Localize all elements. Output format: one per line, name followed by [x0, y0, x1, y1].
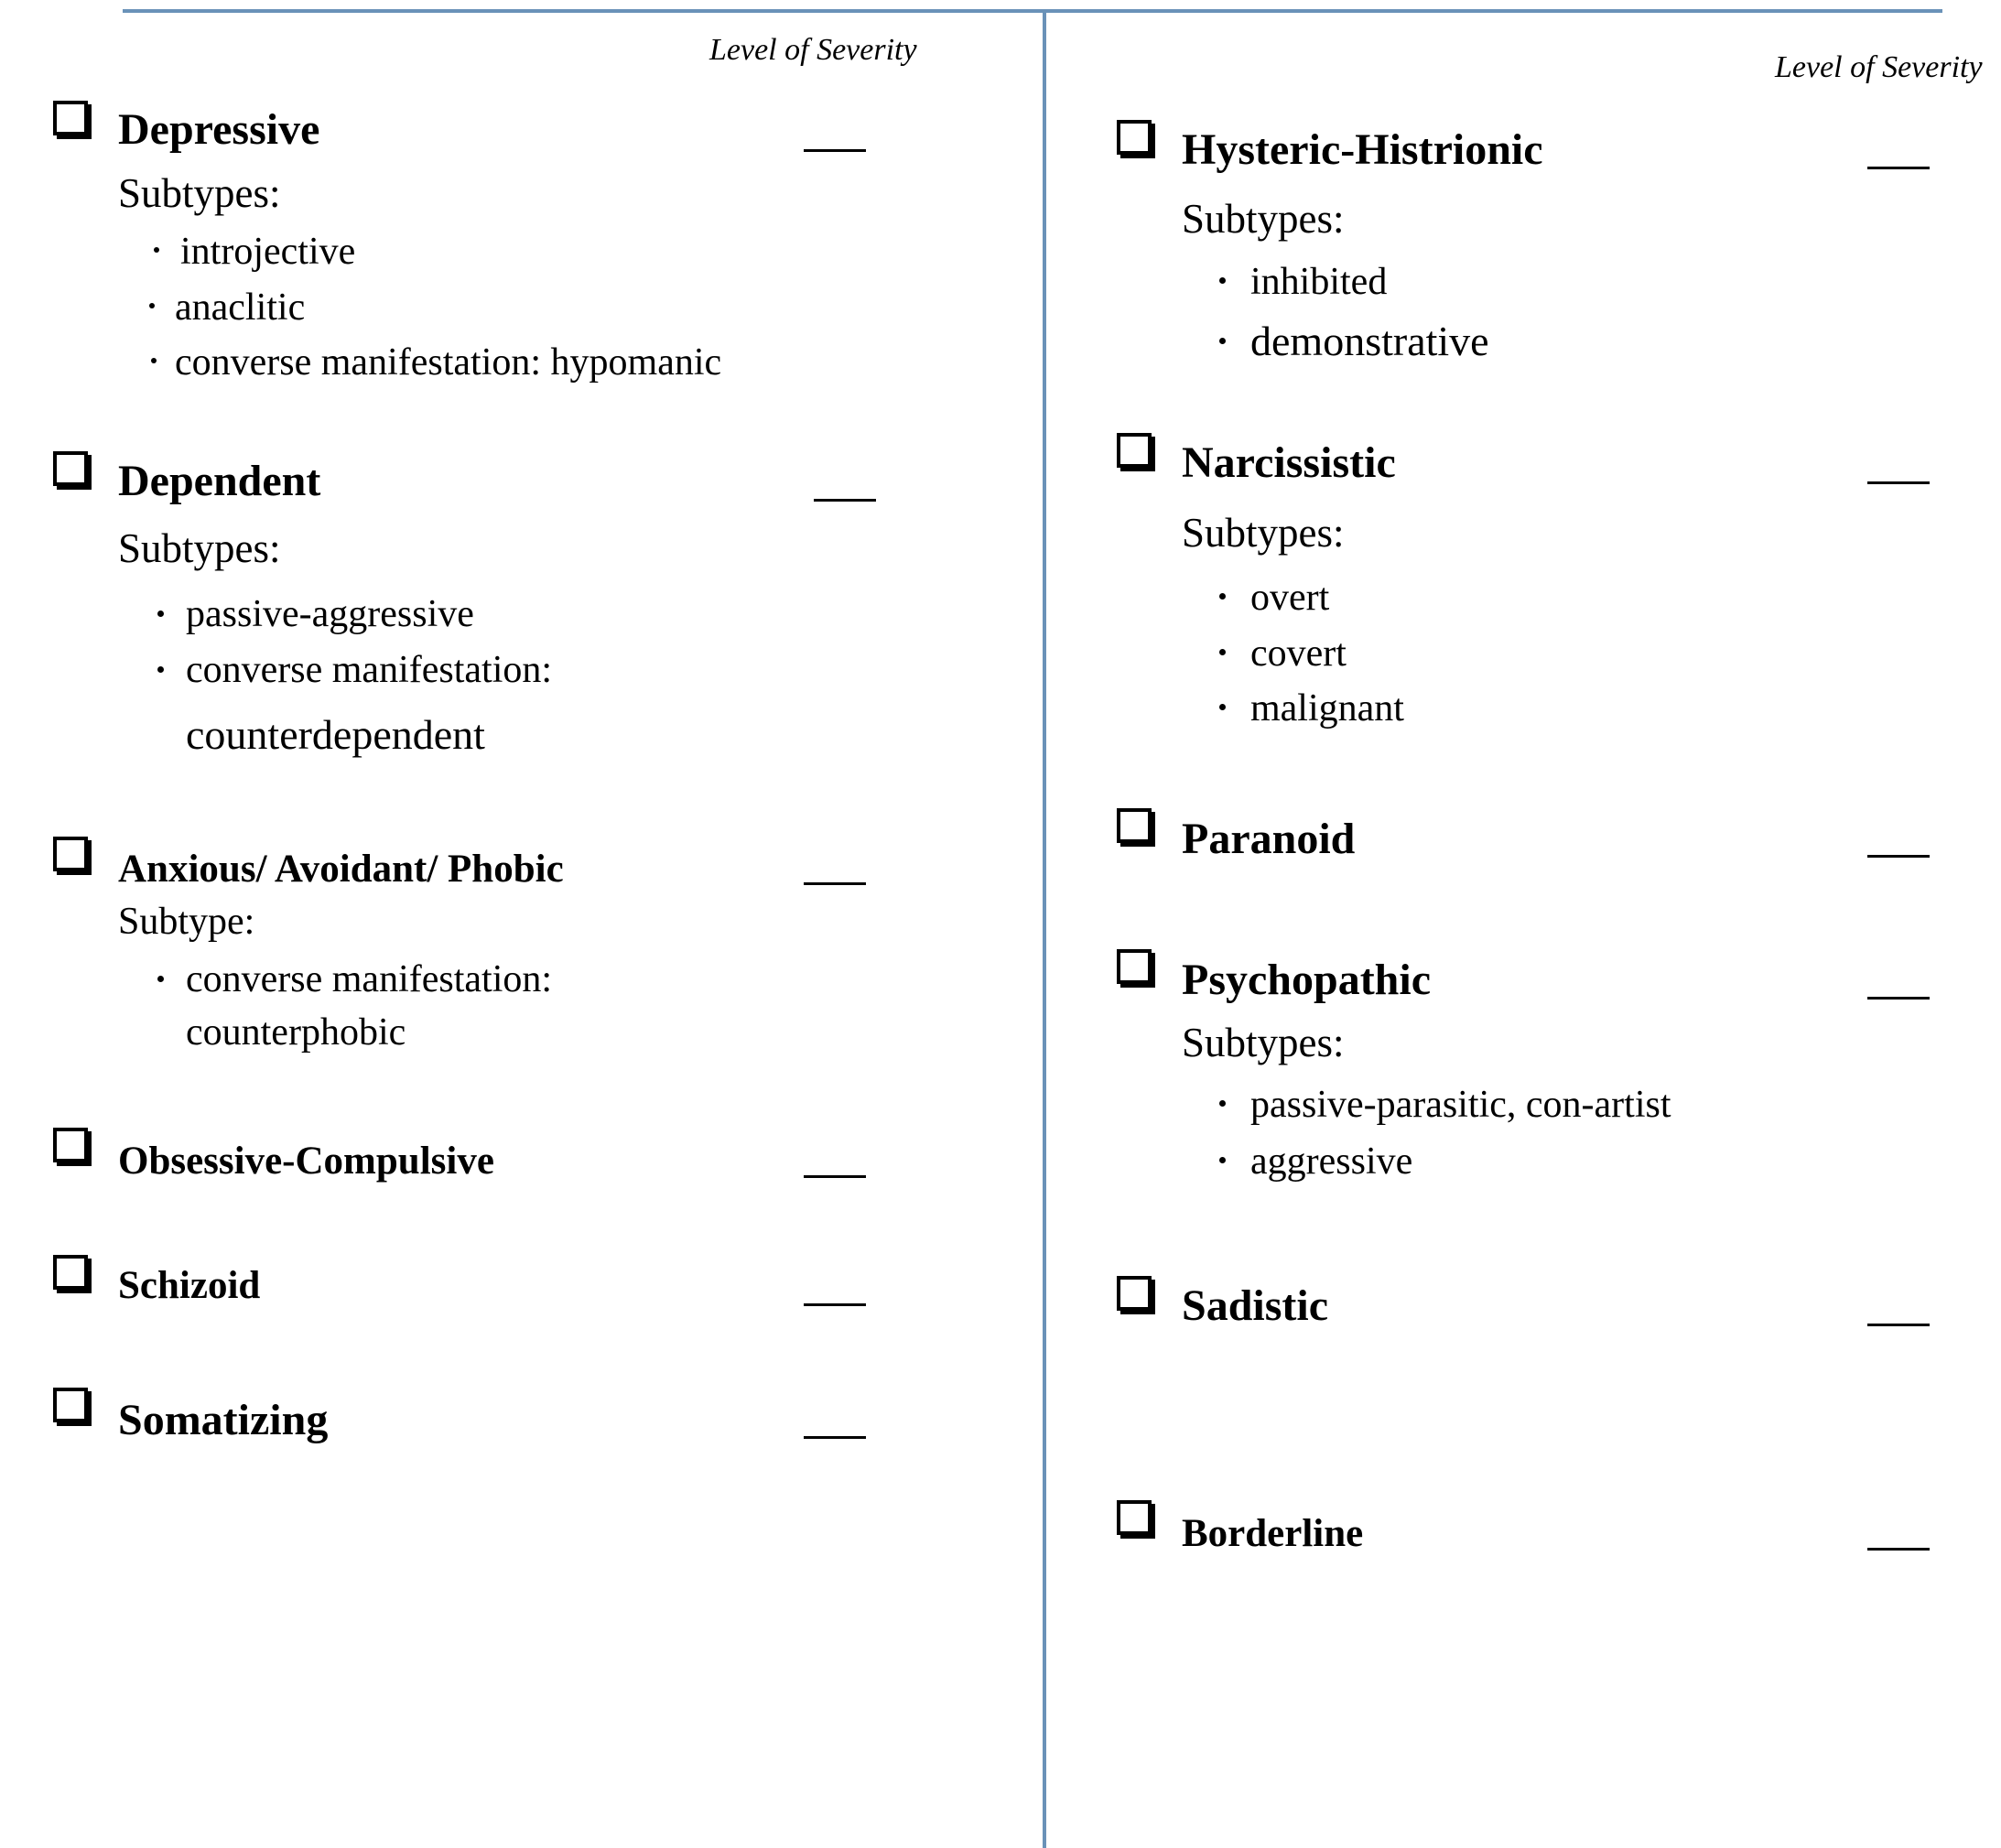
bullet-icon	[1219, 338, 1226, 344]
severity-field-obsessive-compulsive[interactable]	[804, 1175, 866, 1178]
subtype-label: Subtypes:	[1182, 1020, 1345, 1065]
checkbox-icon	[53, 1128, 88, 1162]
subtype-item: converse manifestation:	[186, 958, 553, 1000]
severity-field-somatizing[interactable]	[804, 1436, 866, 1439]
category-title: Paranoid	[1182, 815, 1356, 863]
checkbox-somatizing[interactable]	[53, 1388, 97, 1432]
bullet-icon	[157, 976, 164, 982]
subtype-item: overt	[1250, 577, 1330, 619]
subtype-label: Subtypes:	[1182, 510, 1345, 556]
category-title: Dependent	[118, 457, 321, 505]
bullet-icon	[1219, 649, 1226, 655]
category-title: Obsessive-Compulsive	[118, 1140, 494, 1183]
checkbox-icon	[53, 837, 88, 871]
subtype-item: malignant	[1250, 687, 1404, 729]
checkbox-icon	[1117, 433, 1152, 468]
category-title: Schizoid	[118, 1264, 261, 1307]
subtype-label: Subtype:	[118, 901, 255, 943]
checkbox-icon	[1117, 808, 1152, 843]
category-title: Anxious/ Avoidant/ Phobic	[118, 848, 564, 891]
category-title: Somatizing	[118, 1396, 329, 1444]
category-title: Depressive	[118, 105, 320, 154]
subtype-label: Subtypes:	[118, 525, 281, 571]
subtype-item: demonstrative	[1250, 318, 1489, 364]
subtype-item: anaclitic	[175, 286, 306, 329]
checkbox-paranoid[interactable]	[1117, 808, 1161, 852]
severity-field-borderline[interactable]	[1867, 1548, 1930, 1551]
subtype-item-continuation: counterphobic	[186, 1011, 406, 1054]
subtype-item: passive-aggressive	[186, 593, 474, 635]
category-title: Narcissistic	[1182, 438, 1396, 487]
checkbox-icon	[53, 1255, 88, 1290]
severity-field-depressive[interactable]	[804, 149, 866, 152]
checkbox-borderline[interactable]	[1117, 1500, 1161, 1544]
checkbox-narcissistic[interactable]	[1117, 433, 1161, 477]
subtype-item: inhibited	[1250, 261, 1388, 303]
severity-field-dependent[interactable]	[814, 499, 876, 502]
subtype-item: aggressive	[1250, 1140, 1413, 1183]
severity-field-anxious-avoidant-phobic[interactable]	[804, 882, 866, 885]
checkbox-dependent[interactable]	[53, 451, 97, 495]
category-title: Hysteric-Histrionic	[1182, 125, 1543, 174]
severity-field-schizoid[interactable]	[804, 1303, 866, 1306]
checkbox-psychopathic[interactable]	[1117, 949, 1161, 993]
bullet-icon	[157, 611, 164, 617]
checkbox-icon	[1117, 1500, 1152, 1535]
bullet-icon	[1219, 1100, 1226, 1107]
subtype-item: converse manifestation: hypomanic	[175, 341, 722, 384]
bullet-icon	[1219, 593, 1226, 600]
severity-field-paranoid[interactable]	[1867, 855, 1930, 858]
checkbox-icon	[53, 451, 88, 486]
subtype-item: passive-parasitic, con-artist	[1250, 1084, 1671, 1126]
severity-field-narcissistic[interactable]	[1867, 481, 1930, 484]
subtype-label: Subtypes:	[118, 170, 281, 216]
bullet-icon	[1219, 1157, 1226, 1163]
category-title: Psychopathic	[1182, 956, 1432, 1004]
subtype-item: covert	[1250, 632, 1347, 675]
checkbox-icon	[53, 101, 88, 135]
severity-header-left: Level of Severity	[709, 33, 917, 67]
checkbox-hysteric-histrionic[interactable]	[1117, 120, 1161, 164]
checkbox-icon	[1117, 120, 1152, 155]
checkbox-icon	[1117, 1276, 1152, 1311]
bullet-icon	[1219, 277, 1226, 284]
top-rule	[123, 9, 1942, 13]
bullet-icon	[151, 358, 157, 363]
checkbox-schizoid[interactable]	[53, 1255, 97, 1299]
bullet-icon	[157, 666, 164, 673]
severity-field-hysteric-histrionic[interactable]	[1867, 167, 1930, 169]
checkbox-anxious-avoidant-phobic[interactable]	[53, 837, 97, 881]
category-title: Sadistic	[1182, 1281, 1329, 1330]
column-divider	[1043, 11, 1046, 1848]
severity-field-psychopathic[interactable]	[1867, 997, 1930, 1000]
checkbox-icon	[1117, 949, 1152, 984]
checkbox-sadistic[interactable]	[1117, 1276, 1161, 1320]
severity-field-sadistic[interactable]	[1867, 1324, 1930, 1326]
bullet-icon	[149, 303, 155, 308]
checkbox-icon	[53, 1388, 88, 1422]
category-title: Borderline	[1182, 1512, 1364, 1555]
checkbox-depressive[interactable]	[53, 101, 97, 145]
subtype-item: introjective	[180, 231, 356, 273]
checkbox-obsessive-compulsive[interactable]	[53, 1128, 97, 1172]
subtype-item-continuation: counterdependent	[186, 711, 485, 758]
subtype-label: Subtypes:	[1182, 196, 1345, 242]
subtype-item: converse manifestation:	[186, 649, 553, 691]
bullet-icon	[154, 247, 159, 253]
bullet-icon	[1219, 704, 1226, 710]
severity-header-right: Level of Severity	[1775, 50, 1983, 84]
